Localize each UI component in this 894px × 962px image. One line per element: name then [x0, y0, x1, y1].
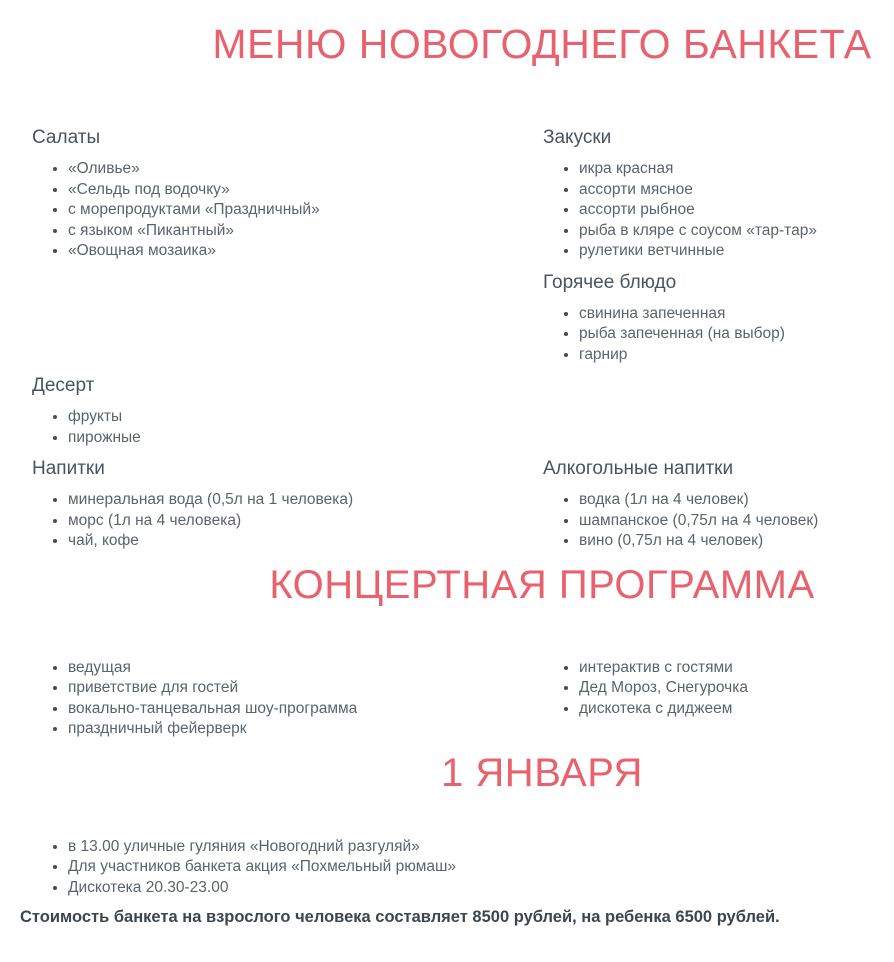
section-hot-dish	[543, 271, 878, 375]
page-title: МЕНЮ НОВОГОДНЕГО БАНКЕТА	[212, 21, 872, 67]
list-item: • приветствие для гостей	[68, 678, 543, 699]
list-item: • «Овощная мозаика»	[68, 241, 543, 262]
list-item: • Дед Мороз, Снегурочка	[579, 678, 878, 699]
section-salads	[32, 126, 543, 271]
section-appetizers	[543, 126, 878, 271]
alcohol-list	[543, 490, 878, 552]
january-section	[0, 837, 894, 899]
concert-title-band	[0, 561, 894, 609]
price-note: Стоимость банкета на взрослого человека составляет 8500 рублей, на ребенка 6500 рублей.	[20, 908, 780, 926]
page-title-band	[0, 20, 894, 68]
section-title-hot-dish: Горячее блюдо	[543, 271, 677, 293]
list-item: • в 13.00 уличные гуляния «Новогодний разгуляй»	[68, 837, 878, 858]
list-item: • икра красная	[579, 159, 878, 180]
concert-right-column	[543, 649, 878, 729]
menu-grid	[0, 126, 894, 561]
list-item: • с языком «Пикантный»	[68, 221, 543, 242]
section-title-drinks: Напитки	[32, 458, 105, 479]
section-drinks	[32, 457, 543, 561]
list-item: • праздничный фейерверк	[68, 719, 543, 740]
section-dessert	[32, 374, 543, 457]
concert-left-list	[32, 658, 543, 740]
list-item: • фрукты	[68, 407, 543, 428]
hot-dish-list	[543, 304, 878, 366]
concert-right-list	[543, 658, 878, 720]
list-item: • дискотека с диджеем	[579, 699, 878, 720]
list-item: • минеральная вода (0,5л на 1 человека)	[68, 490, 543, 511]
list-item: • рыба запеченная (на выбор)	[579, 324, 878, 345]
list-item: • Дискотека 20.30-23.00	[68, 878, 878, 899]
list-item: • ассорти рыбное	[579, 200, 878, 221]
concert-grid	[0, 649, 894, 749]
list-item: • морс (1л на 4 человека)	[68, 511, 543, 532]
list-item: • Для участников банкета акция «Похмельный рюмаш»	[68, 857, 878, 878]
salads-list	[32, 159, 543, 262]
list-item: • шампанское (0,75л на 4 человек)	[579, 511, 878, 532]
list-item: • «Оливье»	[68, 159, 543, 180]
list-item: • свинина запеченная	[579, 304, 878, 325]
list-item: • «Сельдь под водочку»	[68, 180, 543, 201]
list-item: • ведущая	[68, 658, 543, 679]
list-item: • рыба в кляре с соусом «тар-тар»	[579, 221, 878, 242]
january-title: 1 ЯНВАРЯ	[441, 750, 643, 795]
list-item: • с морепродуктами «Праздничный»	[68, 200, 543, 221]
list-item: • гарнир	[579, 345, 878, 366]
list-item: • рулетики ветчинные	[579, 241, 878, 262]
list-item: • водка (1л на 4 человек)	[579, 490, 878, 511]
section-title-alcohol: Алкогольные напитки	[543, 458, 734, 479]
list-item: • ассорти мясное	[579, 180, 878, 201]
list-item: • пирожные	[68, 428, 543, 449]
drinks-list	[32, 490, 543, 552]
section-title-dessert: Десерт	[32, 375, 95, 396]
appetizers-list	[543, 159, 878, 262]
january-title-band	[0, 749, 894, 797]
list-item: • чай, кофе	[68, 531, 543, 552]
section-alcohol	[543, 457, 878, 561]
section-title-salads: Салаты	[32, 127, 101, 148]
january-list	[32, 837, 878, 899]
concert-left-column	[32, 649, 543, 749]
dessert-list	[32, 407, 543, 448]
list-item: • вино (0,75л на 4 человек)	[579, 531, 878, 552]
concert-title: КОНЦЕРТНАЯ ПРОГРАММА	[269, 562, 815, 607]
list-item: • интерактив с гостями	[579, 658, 878, 679]
list-item: • вокально-танцевальная шоу-программа	[68, 699, 543, 720]
section-title-appetizers: Закуски	[543, 127, 612, 148]
